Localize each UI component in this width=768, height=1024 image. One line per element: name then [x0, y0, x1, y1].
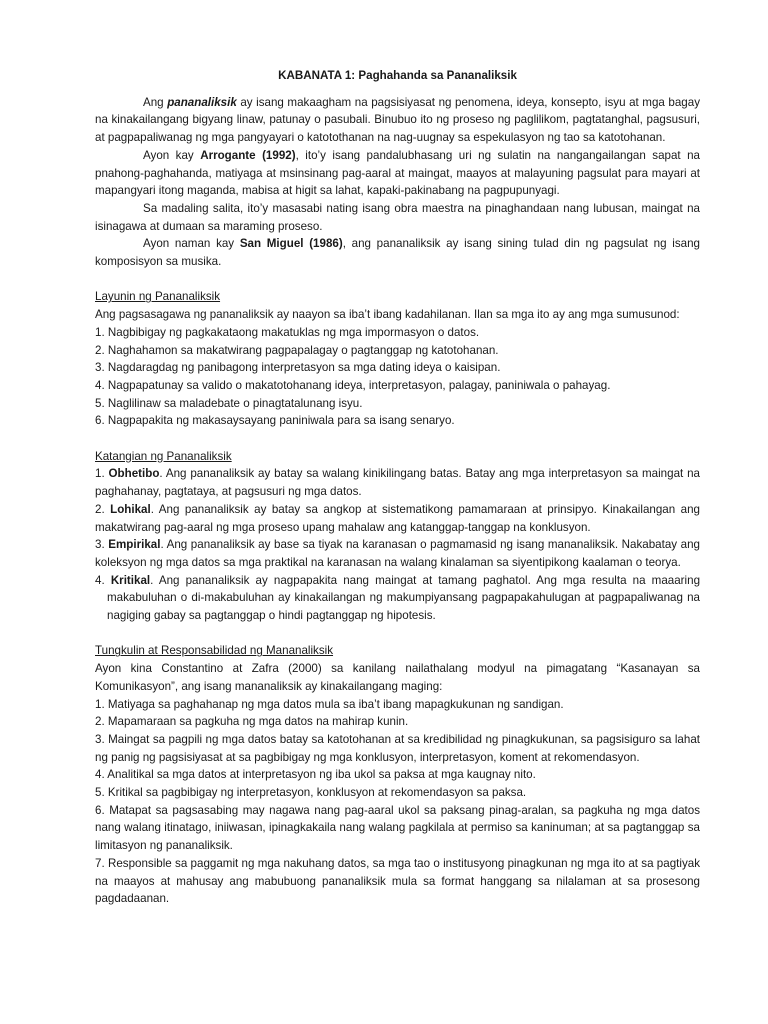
katangian-item-kritikal [95, 572, 700, 625]
term-empirikal: Empirikal [108, 538, 161, 552]
katangian-item-empirikal [95, 536, 700, 571]
term-kritikal: Kritikal [110, 573, 151, 587]
list-item: 4. Analitikal sa mga datos at interpretasyon ng iba ukol sa paksa at mga kaugnay nito. [95, 768, 536, 782]
citation-arrogante: Arrogante (1992) [200, 148, 296, 162]
list-item: 3. Nagdaragdag ng panibagong interpretasyon sa mga dating ideya o kaisipan. [95, 361, 501, 375]
intro-p1-pre: Ang [143, 95, 168, 109]
term-obhetibo: Obhetibo [108, 467, 160, 481]
intro-p1-text: ay isang makaagham na pagsisiyasat ng penomena, ideya, konsepto, isyu at mga bagay na kinakailangang bigyang linaw, patunay o pasubali. Binubuo ito ng proseso ng paglilikom, pagtatanghal, pagsusuri, at pagpapaliwanag ng mga pangyayari o katotothanan na nag-uugnay sa espekulasyon ng tao sa katotohanan. [95, 95, 700, 145]
intro-paragraph-1 [95, 94, 700, 147]
list-item: 2. Mapamaraan sa pagkuha ng mga datos na mahirap kunin. [95, 715, 409, 729]
item-text: . Ang pananaliksik ay base sa tiyak na karanasan o pagmamasid ng isang mananaliksik. Nakabatay ang koleksyon ng mga datos sa mga praktikal na karanasan na walang kinalaman sa siyentipikong kaalaman o teorya. [95, 538, 701, 569]
intro-paragraph-2 [95, 147, 700, 200]
section-heading-tungkulin: Tungkulin at Responsabilidad ng Mananaliksik [95, 644, 334, 658]
list-item: 7. Responsible sa paggamit ng mga nakuhang datos, sa mga tao o institusyong pinagkunan ng mga ito at sa pagtiyak na maayos at mahusay ang mabubuong pananaliksik mula sa format hanggang sa nilalaman at sa prosesong pagdadaanan. [95, 856, 700, 906]
intro-p2-text: , ito’y isang pandalubhasang uri ng sulatin na nangangailangan sapat na pnahong-paghahanda, matiyaga at msinsinang pag-aaral at maingat, maayos at malayuning pagsulat para mayari at mapangyari itong maganda, mabisa at higit sa lahat, kapaki-pakinabang na pagpupunyagi. [95, 148, 701, 198]
item-text: . Ang pananaliksik ay batay sa walang kinikilingang batas. Batay ang mga interpretasyon sa maingat na paghahanay, pagtataya, at pagsusuri ng mga datos. [95, 467, 700, 499]
list-item: 2. Naghahamon sa makatwirang pagpapalagay o pagtanggap ng katotohanan. [95, 343, 499, 357]
item-number: 4. [95, 573, 111, 587]
intro-paragraph-4 [95, 235, 700, 270]
item-number: 2. [95, 502, 111, 516]
section-heading-layunin: Layunin ng Pananaliksik [95, 290, 221, 304]
list-item: 4. Nagpapatunay sa valido o makatotohanang ideya, interpretasyon, palagay, paniniwala o pahayag. [95, 378, 611, 392]
term-pananaliksik: pananaliksik [167, 95, 237, 109]
layunin-lead: Ang pagsasagawa ng pananaliksik ay naayon sa iba’t ibang kadahilanan. Ilan sa mga ito ay ang mga sumusunod: [95, 308, 680, 322]
katangian-item-lohikal [95, 501, 700, 536]
item-number: 1. [95, 467, 109, 481]
section-heading-katangian: Katangian ng Pananaliksik [95, 449, 232, 463]
list-item: 1. Nagbibigay ng pagkakataong makatuklas ng mga impormasyon o datos. [95, 325, 480, 339]
list-item: 3. Maingat sa pagpili ng mga datos batay sa katotohanan at sa kredibilidad ng pinagkukunan, sa pagsisiguro sa lahat ng panig ng pagsisiyasat at sa pagbibigay ng mga konklusyon, interpretasyon, koment at rekomendasyon. [95, 732, 700, 764]
intro-p2-pre: Ayon kay [143, 148, 201, 162]
item-text: . Ang pananaliksik ay nagpapakita nang maingat at tamang paghatol. Ang mga resulta na maaaring makabuluhan o di-makabuluhan ay kinakailangan ng makumpiyansang pagpapakahulugan at pagpapaliwanag na nagiging gabay sa pagtanggap o hindi pagtanggap ng hipotesis. [107, 573, 701, 623]
list-item: 1. Matiyaga sa paghahanap ng mga datos mula sa iba’t ibang mapagkukunan ng sandigan. [95, 697, 564, 711]
katangian-item-obhetibo [95, 465, 700, 500]
term-lohikal: Lohikal [110, 502, 151, 516]
chapter-title: KABANATA 1: Paghahanda sa Pananaliksik [278, 69, 517, 82]
document-body [95, 67, 700, 908]
item-number: 3. [95, 538, 109, 552]
citation-san-miguel: San Miguel (1986) [239, 237, 343, 251]
tungkulin-lead: Ayon kina Constantino at Zafra (2000) sa kanilang nailathalang modyul na pimagatang “Kasanayan sa Komunikasyon”, ang isang mananaliksik ay kinakailangang maging: [95, 662, 700, 693]
list-item: 5. Naglilinaw sa maladebate o pinagtatalunang isyu. [95, 396, 363, 410]
intro-p4-text: , ang pananaliksik ay isang sining tulad din ng pagsulat ng isang komposisyon sa musika. [95, 237, 700, 269]
intro-p4-pre: Ayon naman kay [143, 237, 240, 251]
list-item: 5. Kritikal sa pagbibigay ng interpretasyon, konklusyon at rekomendasyon sa paksa. [95, 786, 527, 800]
list-item: 6. Nagpapakita ng makasaysayang paniniwala para sa isang senaryo. [95, 414, 455, 428]
intro-paragraph-3: Sa madaling salita, ito’y masasabi nating isang obra maestra na pinaghandaan nang lubusan, maingat na isinagawa at dumaan sa maraming proseso. [95, 201, 700, 233]
list-item: 6. Matapat sa pagsasabing may nagawa nang pag-aaral ukol sa paksang pinag-aralan, sa pagkuha ng mga datos nang walang itinatago, iniiwasan, ipinagkakaila nang walang pagkilala at permiso sa kaninuman; at sa pagtanggap sa limitasyon ng pananaliksik. [95, 803, 700, 853]
item-text: . Ang pananaliksik ay batay sa angkop at sistematikong pamamaraan at prinsipyo. Kinakailangan ang makatwirang pag-aaral ng mga proseso upang mahalaw ang katanggap-tanggap na konklusyon. [95, 502, 700, 534]
